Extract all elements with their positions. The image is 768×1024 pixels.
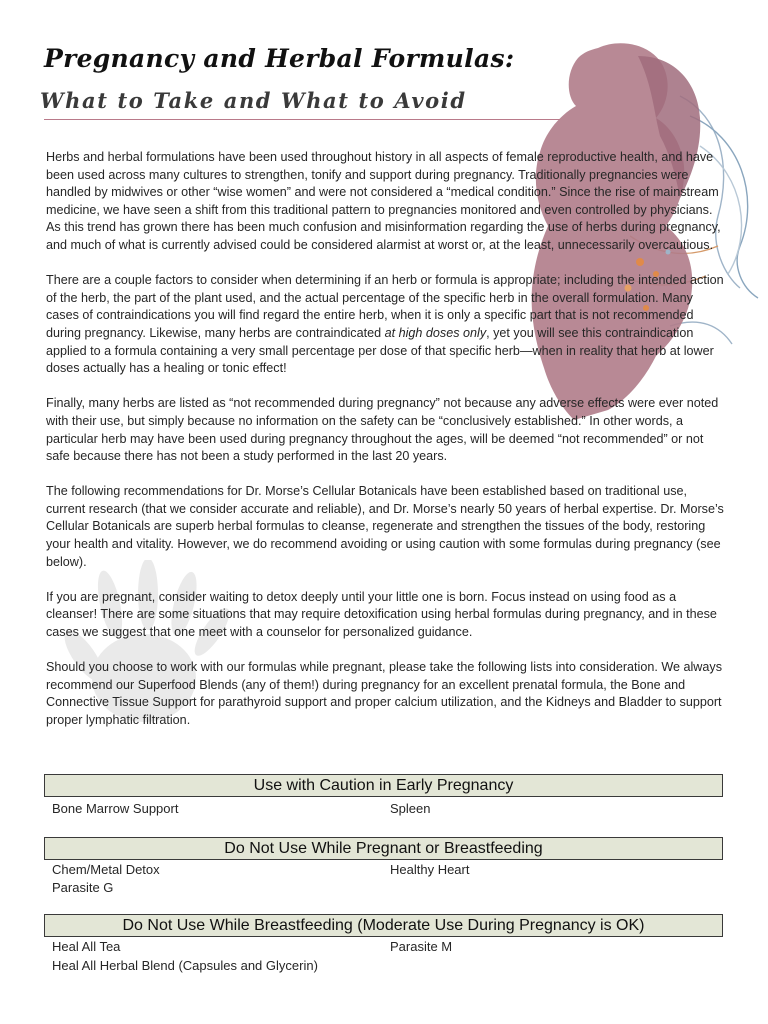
list-item: Spleen [390, 801, 431, 816]
page-title: Pregnancy and Herbal Formulas: [44, 44, 515, 73]
paragraph-lists-intro: Should you choose to work with our formulas while pregnant, please take the following lists into consideration. We always recommend our Superfood Blends (any of them!) during pregnancy for an excellent prenatal formula, the Bone and Connective Tissue Support for parathyroid support and proper calcium utilization, and the Kidneys and Bladder to support proper lymphatic filtration. [46, 660, 722, 727]
paragraph-factors-text-end: , yet you will see this contraindication applied to a formula containing a very small percentage per dose of that specific herb—when in reality that herb at lower doses actually has a healing or tonic effect! [46, 325, 714, 376]
page-subtitle: What to Take and What to Avoid [40, 88, 467, 113]
paragraph-history: Herbs and herbal formulations have been used throughout history in all aspects of female reproductive health, and have been used across many cultures to strengthen, tonify and support during pregnancy. Traditionally pregnancies were handled by midwives or other “wise women” and were not considered a “medical condition.” Since the rise of mainstream medicine, we have seen a shift from this traditional pattern to pregnancies monitored and even controlled by physicians. As this trend has grown there has been much confusion and misinformation regarding the use of herbs during pregnancy, and much of what is currently advised could be considered alarmist at worst or, at the least, unnecessarily overcautious. [46, 150, 721, 252]
paragraph-factors-text: There are a couple factors to consider when determining if an herb or formula is appropriate; including the intended action of the herb, the part of the plant used, and the actual percentage of the specific herb in the overall formulation. Many cases of contraindications you will find regard the entire herb, when it is only a specific part that is not recommended during pregnancy. Likewise, many herbs are contraindicated [46, 273, 724, 340]
body-text [46, 149, 724, 747]
list-item: Parasite M [390, 939, 453, 954]
list-item: Parasite G [52, 880, 114, 895]
list-item: Heal All Herbal Blend (Capsules and Glycerin) [52, 958, 318, 973]
paragraph-factors [46, 272, 724, 378]
list-item: Healthy Heart [390, 862, 470, 877]
list-item: Chem/Metal Detox [52, 862, 160, 877]
list-item: Bone Marrow Support [52, 801, 179, 816]
paragraph-detox: If you are pregnant, consider waiting to detox deeply until your little one is born. Focus instead on using food as a cleanser! There are some situations that may require detoxification using herbal formulas during pregnancy, and in these cases we suggest that one meet with a counselor for personalized guidance. [46, 589, 717, 640]
paragraph-factors-emphasis: at high doses only [384, 325, 487, 340]
paragraph-recommendations: The following recommendations for Dr. Morse’s Cellular Botanicals have been established based on traditional use, current research (that we consider accurate and reliable), and Dr. Morse’s nearly 50 years of herbal expertise. Dr. Morse’s Cellular Botanicals are superb herbal formulas to cleanse, regenerate and strengthen the tissues of the body, restoring your health and vitality. However, we do recommend avoiding or using caution with some formulas during pregnancy (see below). [46, 484, 724, 569]
paragraph-not-recommended: Finally, many herbs are listed as “not recommended during pregnancy” not because any adverse effects were ever noted with their use, but simply because no information on the safety can be “conclusively established.” In other words, a particular herb may have been used during pregnancy throughout the ages, will be deemed “not recommended” or not safe because there has not been a study performed in the last 20 years. [46, 396, 719, 464]
caution-early-pregnancy-header: Use with Caution in Early Pregnancy [44, 774, 723, 797]
do-not-use-breastfeeding-header: Do Not Use While Breastfeeding (Moderate Use During Pregnancy is OK) [44, 914, 723, 937]
do-not-use-pregnant-header: Do Not Use While Pregnant or Breastfeeding [44, 837, 723, 860]
title-divider [44, 119, 560, 120]
list-item: Heal All Tea [52, 939, 121, 954]
